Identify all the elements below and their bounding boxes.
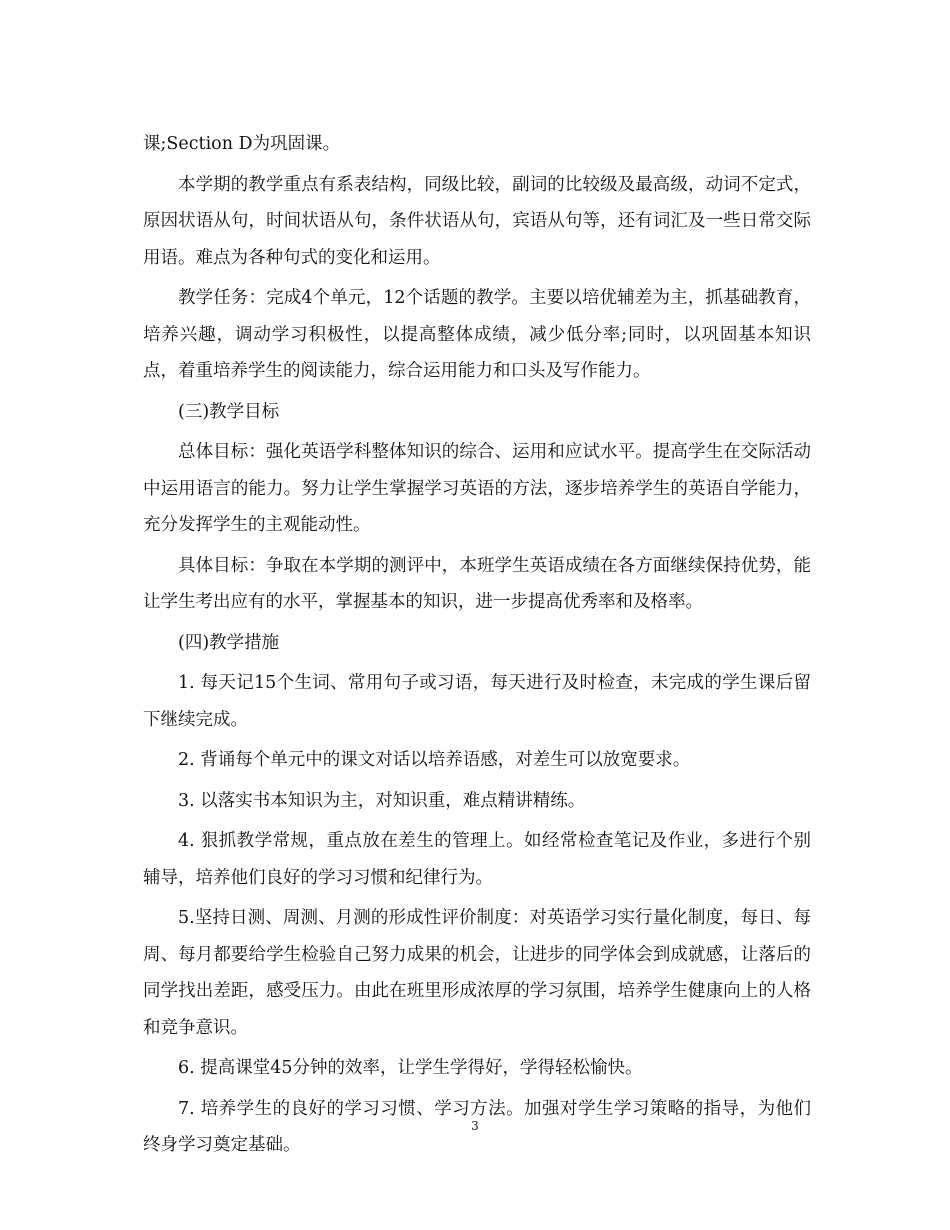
paragraph-teaching-tasks: 教学任务：完成4个单元，12个话题的教学。主要以培优辅差为主，抓基础教育，培养兴趣，调动学习积极性，以提高整体成绩，减少低分率;同时，以巩固基本知识点，着重培养学生的阅读能力，综合运用能力和口头及写作能力。 (143, 288, 811, 381)
section-heading-teaching-measures: (四)教学措施 (178, 632, 280, 653)
paragraph-continuation: 课;Section D为巩固课。 (143, 134, 341, 154)
page-number: 3 (471, 1119, 479, 1133)
page-body (143, 126, 811, 1164)
list-item-measure-3: 3. 以落实书本知识为主，对知识重，难点精讲精练。 (178, 790, 586, 811)
paragraph-specific-goal: 具体目标：争取在本学期的测评中，本班学生英语成绩在各方面继续保持优势，能让学生考出应有的水平，掌握基本的知识，进一步提高优秀率和及格率。 (143, 555, 811, 612)
list-item-measure-1: 1. 每天记15个生词、常用句子或习语，每天进行及时检查，未完成的学生课后留下继续完成。 (143, 673, 811, 730)
paragraph-overall-goal: 总体目标：强化英语学科整体知识的综合、运用和应试水平。提高学生在交际活动中运用语言的能力。努力让学生掌握学习英语的方法，逐步培养学生的英语自学能力，充分发挥学生的主观能动性。 (143, 442, 811, 535)
section-heading-teaching-goals: (三)教学目标 (178, 401, 280, 422)
paragraph-teaching-focus: 本学期的教学重点有系表结构，同级比较，副词的比较级及最高级，动词不定式，原因状语从句，时间状语从句，条件状语从句，宾语从句等，还有词汇及一些日常交际用语。难点为各种句式的变化和运用。 (143, 174, 811, 268)
list-item-measure-2: 2. 背诵每个单元中的课文对话以培养语感，对差生可以放宽要求。 (178, 750, 691, 770)
list-item-measure-4: 4. 狠抓教学常规，重点放在差生的管理上。如经常检查笔记及作业，多进行个别辅导，培养他们良好的学习习惯和纪律行为。 (143, 831, 811, 888)
list-item-measure-7: 7. 培养学生的良好的学习习惯、学习方法。加强对学生学习策略的指导，为他们终身学习奠定基础。 (143, 1098, 811, 1155)
list-item-measure-5: 5.坚持日测、周测、月测的形成性评价制度：对英语学习实行量化制度，每日、每周、每月都要给学生检验自己努力成果的机会，让进步的同学体会到成就感，让落后的同学找出差距，感受压力。由此在班里形成浓厚的学习氛围，培养学生健康向上的人格和竞争意识。 (143, 908, 811, 1038)
list-item-measure-6: 6. 提高课堂45分钟的效率，让学生学得好，学得轻松愉快。 (178, 1058, 643, 1078)
